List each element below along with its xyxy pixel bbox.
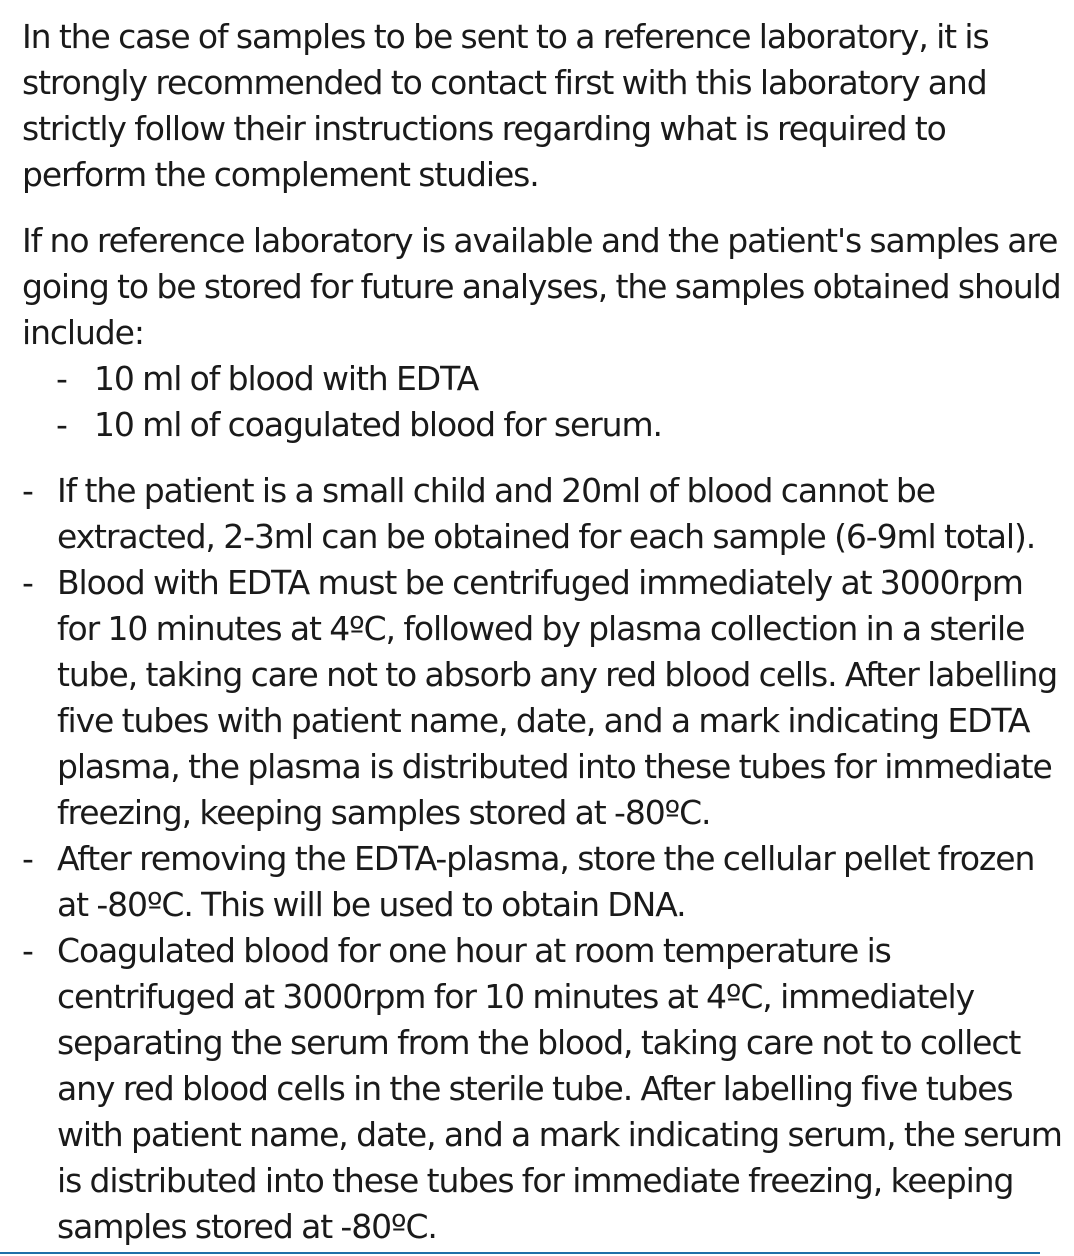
document-body	[22, 14, 1062, 1250]
sample-list	[22, 356, 1062, 448]
list-item: - Blood with EDTA must be centrifuged immediately at 3000rpm for 10 minutes at 4ºC, followed by plasma collection in a sterile tube, taking care not to absorb any red blood cells. After labelling five tubes with patient name, date, and a mark indicating EDTA plasma, the plasma is distributed into these tubes for immediate freezing, keeping samples stored at -80ºC.	[22, 560, 1062, 836]
intro-paragraph: In the case of samples to be sent to a reference laboratory, it is strongly recommended to contact first with this laboratory and strictly follow their instructions regarding what is required to perform the complement studies.	[22, 17, 989, 194]
list-item: - After removing the EDTA-plasma, store the cellular pellet frozen at -80ºC. This will be used to obtain DNA.	[22, 836, 1062, 928]
procedure-list	[22, 468, 1062, 1250]
storage-paragraph: If no reference laboratory is available and the patient's samples are going to be stored for future analyses, the samples obtained should include:	[22, 221, 1061, 352]
list-item: - 10 ml of coagulated blood for serum.	[22, 402, 1062, 448]
list-item: - Coagulated blood for one hour at room temperature is centrifuged at 3000rpm for 10 minutes at 4ºC, immediately separating the serum from the blood, taking care not to collect any red blood cells in the sterile tube. After labelling five tubes with patient name, date, and a mark indicating serum, the serum is distributed into these tubes for immediate freezing, keeping samples stored at -80ºC.	[22, 928, 1062, 1250]
bottom-divider	[0, 1252, 1040, 1254]
list-item: - If the patient is a small child and 20ml of blood cannot be extracted, 2-3ml can be obtained for each sample (6-9ml total).	[22, 468, 1062, 560]
list-item: - 10 ml of blood with EDTA	[22, 356, 1062, 402]
